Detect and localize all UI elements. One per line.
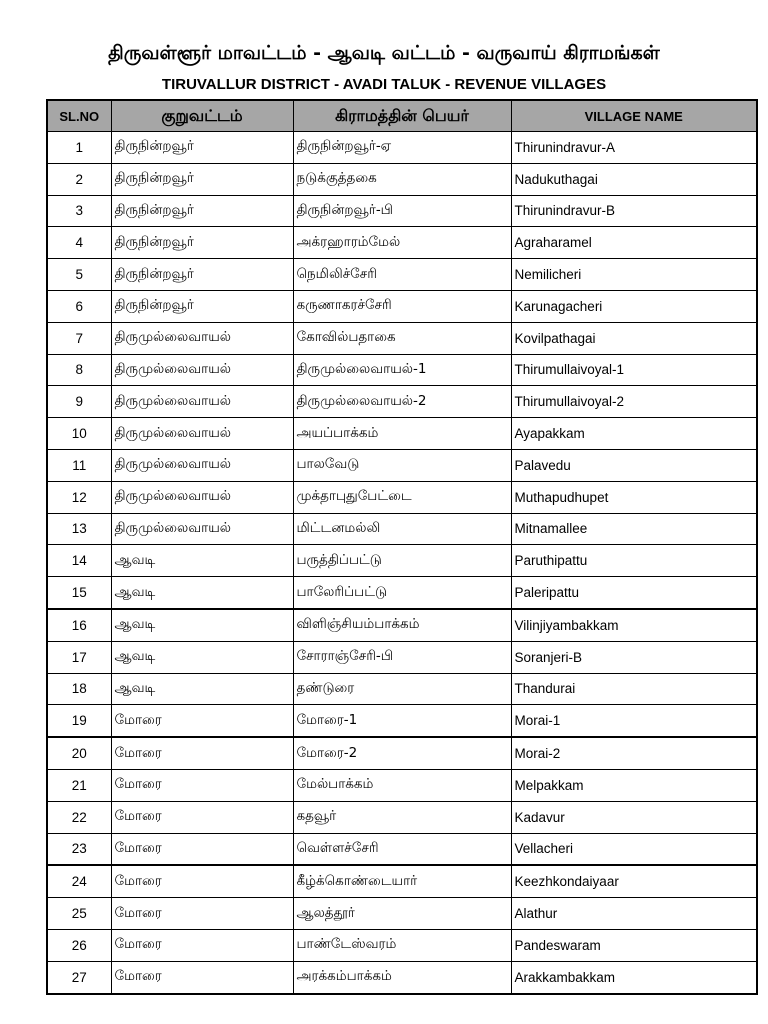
village-tamil-cell: வெள்ளச்சேரி <box>293 833 511 865</box>
village-english-cell: Morai-2 <box>511 737 757 769</box>
village-english-cell: Kadavur <box>511 801 757 833</box>
village-tamil-cell: மோரை-1 <box>293 705 511 737</box>
firka-cell: திருமுல்லைவாயல் <box>111 481 293 513</box>
table-row <box>47 513 757 545</box>
village-tamil-cell: அயப்பாக்கம் <box>293 418 511 450</box>
table-row <box>47 641 757 673</box>
sl-no-cell: 23 <box>47 833 111 865</box>
sl-no-cell: 4 <box>47 227 111 259</box>
village-tamil-cell: நெமிலிச்சேரி <box>293 259 511 291</box>
sl-no-cell: 13 <box>47 513 111 545</box>
sl-no-cell: 25 <box>47 898 111 930</box>
firka-cell: ஆவடி <box>111 609 293 641</box>
table-row <box>47 449 757 481</box>
firka-cell: மோரை <box>111 769 293 801</box>
firka-cell: திருமுல்லைவாயல் <box>111 322 293 354</box>
header-village-name-tamil: கிராமத்தின் பெயர் <box>293 100 511 132</box>
firka-cell: திருநின்றவூர் <box>111 132 293 164</box>
village-english-cell: Thandurai <box>511 673 757 705</box>
sl-no-cell: 26 <box>47 929 111 961</box>
firka-cell: திருநின்றவூர் <box>111 163 293 195</box>
village-tamil-cell: பாலேரிப்பட்டு <box>293 577 511 609</box>
table-row <box>47 259 757 291</box>
village-english-cell: Pandeswaram <box>511 929 757 961</box>
table-row <box>47 801 757 833</box>
sl-no-cell: 6 <box>47 290 111 322</box>
village-english-cell: Karunagacheri <box>511 290 757 322</box>
village-english-cell: Muthapudhupet <box>511 481 757 513</box>
village-english-cell: Palavedu <box>511 449 757 481</box>
village-tamil-cell: திருநின்றவூர்-பி <box>293 195 511 227</box>
firka-cell: திருநின்றவூர் <box>111 195 293 227</box>
village-tamil-cell: அரக்கம்பாக்கம் <box>293 961 511 993</box>
table-header-row <box>47 100 757 132</box>
village-tamil-cell: பாலவேடு <box>293 449 511 481</box>
header-sl-no: SL.NO <box>47 100 111 132</box>
firka-cell: மோரை <box>111 833 293 865</box>
village-tamil-cell: பருத்திப்பட்டு <box>293 545 511 577</box>
firka-cell: மோரை <box>111 929 293 961</box>
table-row <box>47 290 757 322</box>
village-english-cell: Thirunindravur-B <box>511 195 757 227</box>
firka-cell: ஆவடி <box>111 577 293 609</box>
firka-cell: திருநின்றவூர் <box>111 290 293 322</box>
table-row <box>47 929 757 961</box>
sl-no-cell: 21 <box>47 769 111 801</box>
sl-no-cell: 22 <box>47 801 111 833</box>
sl-no-cell: 9 <box>47 386 111 418</box>
firka-cell: மோரை <box>111 705 293 737</box>
village-english-cell: Nemilicheri <box>511 259 757 291</box>
sl-no-cell: 10 <box>47 418 111 450</box>
sl-no-cell: 3 <box>47 195 111 227</box>
village-tamil-cell: கருணாகரச்சேரி <box>293 290 511 322</box>
sl-no-cell: 15 <box>47 577 111 609</box>
sl-no-cell: 16 <box>47 609 111 641</box>
table-row <box>47 481 757 513</box>
village-english-cell: Nadukuthagai <box>511 163 757 195</box>
table-row <box>47 418 757 450</box>
sl-no-cell: 1 <box>47 132 111 164</box>
village-tamil-cell: விளிஞ்சியம்பாக்கம் <box>293 609 511 641</box>
sl-no-cell: 7 <box>47 322 111 354</box>
sl-no-cell: 19 <box>47 705 111 737</box>
table-row <box>47 163 757 195</box>
firka-cell: மோரை <box>111 801 293 833</box>
village-tamil-cell: பாண்டேஸ்வரம் <box>293 929 511 961</box>
header-firka: குறுவட்டம் <box>111 100 293 132</box>
table-row <box>47 577 757 609</box>
village-english-cell: Morai-1 <box>511 705 757 737</box>
sl-no-cell: 12 <box>47 481 111 513</box>
firka-cell: திருமுல்லைவாயல் <box>111 354 293 386</box>
firka-cell: திருநின்றவூர் <box>111 227 293 259</box>
village-english-cell: Kovilpathagai <box>511 322 757 354</box>
firka-cell: திருமுல்லைவாயல் <box>111 386 293 418</box>
village-tamil-cell: அக்ரஹாரம்மேல் <box>293 227 511 259</box>
table-body <box>47 132 757 994</box>
village-tamil-cell: ஆலத்தூர் <box>293 898 511 930</box>
village-english-cell: Vellacheri <box>511 833 757 865</box>
village-english-cell: Mitnamallee <box>511 513 757 545</box>
village-tamil-cell: கீழ்க்கொண்டையார் <box>293 865 511 897</box>
village-english-cell: Paruthipattu <box>511 545 757 577</box>
village-english-cell: Keezhkondaiyaar <box>511 865 757 897</box>
firka-cell: ஆவடி <box>111 641 293 673</box>
village-tamil-cell: கதவூர் <box>293 801 511 833</box>
table-row <box>47 833 757 865</box>
village-english-cell: Arakkambakkam <box>511 961 757 993</box>
sl-no-cell: 14 <box>47 545 111 577</box>
village-tamil-cell: மோரை-2 <box>293 737 511 769</box>
table-row <box>47 737 757 769</box>
sl-no-cell: 11 <box>47 449 111 481</box>
table-row <box>47 195 757 227</box>
village-english-cell: Soranjeri-B <box>511 641 757 673</box>
firka-cell: மோரை <box>111 865 293 897</box>
firka-cell: மோரை <box>111 737 293 769</box>
village-english-cell: Thirunindravur-A <box>511 132 757 164</box>
sl-no-cell: 27 <box>47 961 111 993</box>
table-row <box>47 322 757 354</box>
village-english-cell: Alathur <box>511 898 757 930</box>
village-tamil-cell: மிட்டனமல்லி <box>293 513 511 545</box>
village-english-cell: Agraharamel <box>511 227 757 259</box>
village-tamil-cell: கோவில்பதாகை <box>293 322 511 354</box>
firka-cell: மோரை <box>111 961 293 993</box>
firka-cell: திருமுல்லைவாயல் <box>111 418 293 450</box>
title-tamil: திருவள்ளூர் மாவட்டம் - ஆவடி வட்டம் - வருவாய் கிராமங்கள் <box>108 42 660 64</box>
sl-no-cell: 17 <box>47 641 111 673</box>
table-row <box>47 961 757 993</box>
sl-no-cell: 5 <box>47 259 111 291</box>
title-english: TIRUVALLUR DISTRICT - AVADI TALUK - REVENUE VILLAGES <box>161 76 607 93</box>
firka-cell: திருமுல்லைவாயல் <box>111 513 293 545</box>
sl-no-cell: 18 <box>47 673 111 705</box>
table-row <box>47 769 757 801</box>
sl-no-cell: 24 <box>47 865 111 897</box>
sl-no-cell: 20 <box>47 737 111 769</box>
village-english-cell: Melpakkam <box>511 769 757 801</box>
village-tamil-cell: திருநின்றவூர்-ஏ <box>293 132 511 164</box>
table-row <box>47 132 757 164</box>
revenue-villages-table <box>46 99 758 995</box>
firka-cell: மோரை <box>111 898 293 930</box>
village-english-cell: Thirumullaivoyal-1 <box>511 354 757 386</box>
header-village-name: VILLAGE NAME <box>511 100 757 132</box>
sl-no-cell: 8 <box>47 354 111 386</box>
firka-cell: ஆவடி <box>111 673 293 705</box>
village-tamil-cell: திருமுல்லைவாயல்-2 <box>293 386 511 418</box>
table-row <box>47 609 757 641</box>
village-english-cell: Vilinjiyambakkam <box>511 609 757 641</box>
firka-cell: ஆவடி <box>111 545 293 577</box>
village-english-cell: Ayapakkam <box>511 418 757 450</box>
village-tamil-cell: திருமுல்லைவாயல்-1 <box>293 354 511 386</box>
table-row <box>47 898 757 930</box>
table-row <box>47 865 757 897</box>
table-row <box>47 386 757 418</box>
table-row <box>47 705 757 737</box>
table-row <box>47 227 757 259</box>
village-tamil-cell: மேல்பாக்கம் <box>293 769 511 801</box>
table-row <box>47 354 757 386</box>
village-tamil-cell: முக்தாபுதுபேட்டை <box>293 481 511 513</box>
village-tamil-cell: நடுக்குத்தகை <box>293 163 511 195</box>
firka-cell: திருநின்றவூர் <box>111 259 293 291</box>
village-tamil-cell: தண்டுரை <box>293 673 511 705</box>
sl-no-cell: 2 <box>47 163 111 195</box>
table-row <box>47 673 757 705</box>
village-english-cell: Paleripattu <box>511 577 757 609</box>
village-tamil-cell: சோராஞ்சேரி-பி <box>293 641 511 673</box>
table-row <box>47 545 757 577</box>
firka-cell: திருமுல்லைவாயல் <box>111 449 293 481</box>
village-english-cell: Thirumullaivoyal-2 <box>511 386 757 418</box>
